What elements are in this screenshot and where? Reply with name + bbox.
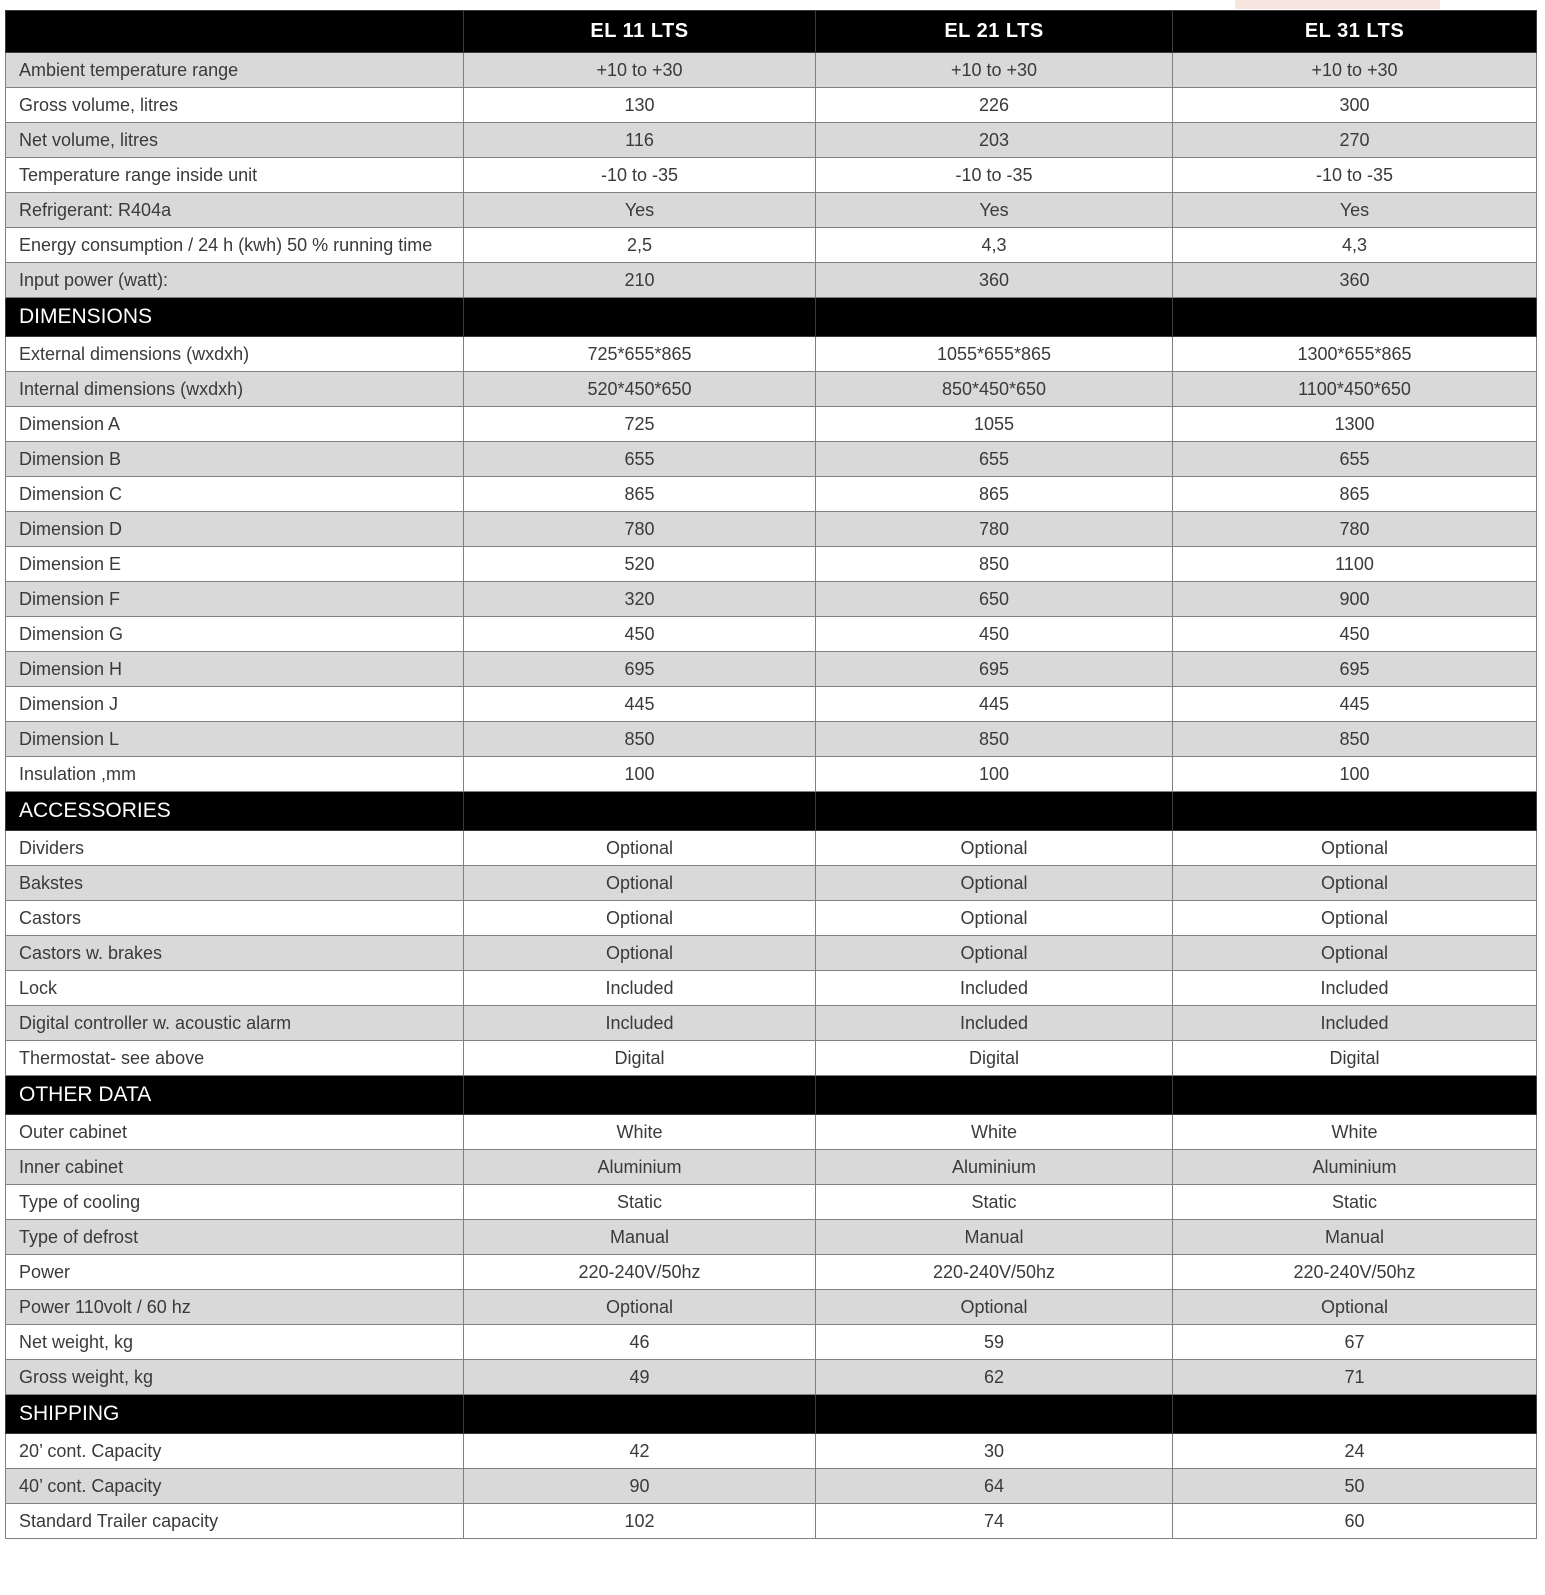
value-cell: +10 to +30: [464, 53, 816, 88]
section-header-blank: [1173, 792, 1537, 831]
value-cell: 226: [816, 88, 1173, 123]
value-cell: 360: [816, 263, 1173, 298]
row-label: Input power (watt):: [6, 263, 464, 298]
row-label: Castors w. brakes: [6, 936, 464, 971]
table-row: [6, 123, 1537, 158]
value-cell: Optional: [816, 1290, 1173, 1325]
model-header-row: [6, 11, 1537, 53]
value-cell: Static: [464, 1185, 816, 1220]
value-cell: Included: [1173, 971, 1537, 1006]
row-label: Dimension E: [6, 547, 464, 582]
row-label: Standard Trailer capacity: [6, 1504, 464, 1539]
value-cell: 100: [464, 757, 816, 792]
value-cell: 62: [816, 1360, 1173, 1395]
table-row: [6, 372, 1537, 407]
value-cell: 64: [816, 1469, 1173, 1504]
value-cell: 71: [1173, 1360, 1537, 1395]
value-cell: 300: [1173, 88, 1537, 123]
value-cell: 655: [464, 442, 816, 477]
row-label: Power 110volt / 60 hz: [6, 1290, 464, 1325]
table-row: [6, 617, 1537, 652]
row-label: Outer cabinet: [6, 1115, 464, 1150]
model-header-blank: [6, 11, 464, 53]
value-cell: -10 to -35: [1173, 158, 1537, 193]
section-title: DIMENSIONS: [6, 298, 464, 337]
value-cell: Optional: [464, 901, 816, 936]
value-cell: -10 to -35: [816, 158, 1173, 193]
value-cell: 1055*655*865: [816, 337, 1173, 372]
section-header-blank: [816, 792, 1173, 831]
row-label: External dimensions (wxdxh): [6, 337, 464, 372]
value-cell: 4,3: [1173, 228, 1537, 263]
spec-table-body: [6, 11, 1537, 1539]
row-label: Type of defrost: [6, 1220, 464, 1255]
value-cell: 450: [816, 617, 1173, 652]
value-cell: 74: [816, 1504, 1173, 1539]
value-cell: 650: [816, 582, 1173, 617]
row-label: Thermostat- see above: [6, 1041, 464, 1076]
section-header-row: [6, 1395, 1537, 1434]
section-header-blank: [464, 1395, 816, 1434]
section-header-blank: [1173, 298, 1537, 337]
table-row: [6, 757, 1537, 792]
value-cell: 450: [1173, 617, 1537, 652]
section-title: ACCESSORIES: [6, 792, 464, 831]
value-cell: 850: [816, 722, 1173, 757]
value-cell: 1300*655*865: [1173, 337, 1537, 372]
row-label: Digital controller w. acoustic alarm: [6, 1006, 464, 1041]
value-cell: 865: [1173, 477, 1537, 512]
value-cell: 865: [816, 477, 1173, 512]
value-cell: 90: [464, 1469, 816, 1504]
value-cell: Optional: [464, 831, 816, 866]
value-cell: 59: [816, 1325, 1173, 1360]
table-row: [6, 1150, 1537, 1185]
value-cell: 850: [816, 547, 1173, 582]
value-cell: 116: [464, 123, 816, 158]
value-cell: Static: [816, 1185, 1173, 1220]
value-cell: Digital: [464, 1041, 816, 1076]
value-cell: Included: [464, 1006, 816, 1041]
row-label: Dividers: [6, 831, 464, 866]
value-cell: 60: [1173, 1504, 1537, 1539]
value-cell: Optional: [1173, 831, 1537, 866]
value-cell: 900: [1173, 582, 1537, 617]
value-cell: White: [464, 1115, 816, 1150]
value-cell: White: [816, 1115, 1173, 1150]
table-row: [6, 547, 1537, 582]
row-label: Temperature range inside unit: [6, 158, 464, 193]
value-cell: Manual: [816, 1220, 1173, 1255]
row-label: Bakstes: [6, 866, 464, 901]
value-cell: 30: [816, 1434, 1173, 1469]
value-cell: 725: [464, 407, 816, 442]
value-cell: Aluminium: [816, 1150, 1173, 1185]
value-cell: Optional: [816, 901, 1173, 936]
value-cell: 210: [464, 263, 816, 298]
value-cell: 850*450*650: [816, 372, 1173, 407]
value-cell: Optional: [816, 866, 1173, 901]
value-cell: 1300: [1173, 407, 1537, 442]
section-header-blank: [1173, 1076, 1537, 1115]
row-label: Dimension G: [6, 617, 464, 652]
table-row: [6, 1185, 1537, 1220]
value-cell: 725*655*865: [464, 337, 816, 372]
section-header-blank: [464, 792, 816, 831]
value-cell: 1055: [816, 407, 1173, 442]
table-row: [6, 1006, 1537, 1041]
row-label: Castors: [6, 901, 464, 936]
row-label: Type of cooling: [6, 1185, 464, 1220]
value-cell: +10 to +30: [816, 53, 1173, 88]
value-cell: Optional: [464, 1290, 816, 1325]
row-label: 20’ cont. Capacity: [6, 1434, 464, 1469]
value-cell: Yes: [464, 193, 816, 228]
spec-table: [5, 10, 1537, 1539]
value-cell: Static: [1173, 1185, 1537, 1220]
value-cell: 46: [464, 1325, 816, 1360]
value-cell: Aluminium: [464, 1150, 816, 1185]
row-label: Ambient temperature range: [6, 53, 464, 88]
value-cell: 520: [464, 547, 816, 582]
value-cell: 50: [1173, 1469, 1537, 1504]
section-header-row: [6, 298, 1537, 337]
table-row: [6, 1290, 1537, 1325]
value-cell: 100: [1173, 757, 1537, 792]
table-row: [6, 1220, 1537, 1255]
section-header-row: [6, 1076, 1537, 1115]
value-cell: 780: [464, 512, 816, 547]
row-label: Dimension L: [6, 722, 464, 757]
value-cell: Optional: [1173, 1290, 1537, 1325]
value-cell: 24: [1173, 1434, 1537, 1469]
value-cell: Aluminium: [1173, 1150, 1537, 1185]
value-cell: Yes: [1173, 193, 1537, 228]
table-row: [6, 1041, 1537, 1076]
row-label: Gross volume, litres: [6, 88, 464, 123]
table-row: [6, 971, 1537, 1006]
row-label: Power: [6, 1255, 464, 1290]
value-cell: Included: [816, 971, 1173, 1006]
value-cell: Optional: [464, 936, 816, 971]
value-cell: Included: [816, 1006, 1173, 1041]
section-header-blank: [816, 1076, 1173, 1115]
value-cell: 130: [464, 88, 816, 123]
value-cell: 850: [464, 722, 816, 757]
row-label: 40’ cont. Capacity: [6, 1469, 464, 1504]
value-cell: 320: [464, 582, 816, 617]
value-cell: 445: [464, 687, 816, 722]
section-title: SHIPPING: [6, 1395, 464, 1434]
value-cell: 220-240V/50hz: [464, 1255, 816, 1290]
table-row: [6, 687, 1537, 722]
model-name: EL 11 LTS: [464, 11, 816, 53]
row-label: Dimension C: [6, 477, 464, 512]
value-cell: 67: [1173, 1325, 1537, 1360]
row-label: Refrigerant: R404a: [6, 193, 464, 228]
table-row: [6, 652, 1537, 687]
table-row: [6, 263, 1537, 298]
table-row: [6, 831, 1537, 866]
table-row: [6, 158, 1537, 193]
value-cell: 780: [816, 512, 1173, 547]
value-cell: 445: [816, 687, 1173, 722]
value-cell: 450: [464, 617, 816, 652]
value-cell: Yes: [816, 193, 1173, 228]
table-row: [6, 1325, 1537, 1360]
row-label: Dimension D: [6, 512, 464, 547]
value-cell: 2,5: [464, 228, 816, 263]
section-title: OTHER DATA: [6, 1076, 464, 1115]
row-label: Gross weight, kg: [6, 1360, 464, 1395]
table-row: [6, 1115, 1537, 1150]
value-cell: 655: [1173, 442, 1537, 477]
row-label: Dimension A: [6, 407, 464, 442]
value-cell: Optional: [1173, 936, 1537, 971]
value-cell: 695: [816, 652, 1173, 687]
value-cell: 520*450*650: [464, 372, 816, 407]
section-header-blank: [816, 298, 1173, 337]
row-label: Net weight, kg: [6, 1325, 464, 1360]
row-label: Dimension H: [6, 652, 464, 687]
value-cell: 270: [1173, 123, 1537, 158]
value-cell: Optional: [816, 831, 1173, 866]
value-cell: 42: [464, 1434, 816, 1469]
value-cell: 49: [464, 1360, 816, 1395]
value-cell: Included: [464, 971, 816, 1006]
row-label: Lock: [6, 971, 464, 1006]
value-cell: Included: [1173, 1006, 1537, 1041]
value-cell: -10 to -35: [464, 158, 816, 193]
value-cell: 102: [464, 1504, 816, 1539]
value-cell: 360: [1173, 263, 1537, 298]
value-cell: Digital: [1173, 1041, 1537, 1076]
section-header-blank: [464, 1076, 816, 1115]
table-row: [6, 512, 1537, 547]
value-cell: 865: [464, 477, 816, 512]
section-header-blank: [1173, 1395, 1537, 1434]
table-row: [6, 1504, 1537, 1539]
value-cell: White: [1173, 1115, 1537, 1150]
row-label: Dimension J: [6, 687, 464, 722]
row-label: Dimension B: [6, 442, 464, 477]
value-cell: Optional: [816, 936, 1173, 971]
value-cell: 220-240V/50hz: [1173, 1255, 1537, 1290]
table-row: [6, 53, 1537, 88]
value-cell: 655: [816, 442, 1173, 477]
value-cell: 695: [464, 652, 816, 687]
section-header-blank: [816, 1395, 1173, 1434]
table-row: [6, 193, 1537, 228]
row-label: Energy consumption / 24 h (kwh) 50 % running time: [6, 228, 464, 263]
table-row: [6, 1469, 1537, 1504]
model-name: EL 31 LTS: [1173, 11, 1537, 53]
table-row: [6, 407, 1537, 442]
table-row: [6, 936, 1537, 971]
table-row: [6, 477, 1537, 512]
value-cell: Optional: [1173, 901, 1537, 936]
table-row: [6, 1434, 1537, 1469]
table-row: [6, 866, 1537, 901]
value-cell: 780: [1173, 512, 1537, 547]
row-label: Inner cabinet: [6, 1150, 464, 1185]
table-row: [6, 228, 1537, 263]
table-row: [6, 582, 1537, 617]
value-cell: 220-240V/50hz: [816, 1255, 1173, 1290]
table-row: [6, 88, 1537, 123]
table-row: [6, 1255, 1537, 1290]
value-cell: Digital: [816, 1041, 1173, 1076]
value-cell: +10 to +30: [1173, 53, 1537, 88]
value-cell: Manual: [1173, 1220, 1537, 1255]
value-cell: 1100*450*650: [1173, 372, 1537, 407]
value-cell: 850: [1173, 722, 1537, 757]
value-cell: 695: [1173, 652, 1537, 687]
section-header-row: [6, 792, 1537, 831]
value-cell: 203: [816, 123, 1173, 158]
value-cell: Manual: [464, 1220, 816, 1255]
table-row: [6, 442, 1537, 477]
value-cell: Optional: [464, 866, 816, 901]
table-row: [6, 901, 1537, 936]
table-row: [6, 337, 1537, 372]
row-label: Internal dimensions (wxdxh): [6, 372, 464, 407]
section-header-blank: [464, 298, 816, 337]
row-label: Dimension F: [6, 582, 464, 617]
model-name: EL 21 LTS: [816, 11, 1173, 53]
value-cell: 4,3: [816, 228, 1173, 263]
table-row: [6, 1360, 1537, 1395]
value-cell: 100: [816, 757, 1173, 792]
value-cell: 445: [1173, 687, 1537, 722]
row-label: Insulation ,mm: [6, 757, 464, 792]
corner-tint: [1235, 0, 1440, 9]
table-row: [6, 722, 1537, 757]
value-cell: Optional: [1173, 866, 1537, 901]
value-cell: 1100: [1173, 547, 1537, 582]
row-label: Net volume, litres: [6, 123, 464, 158]
